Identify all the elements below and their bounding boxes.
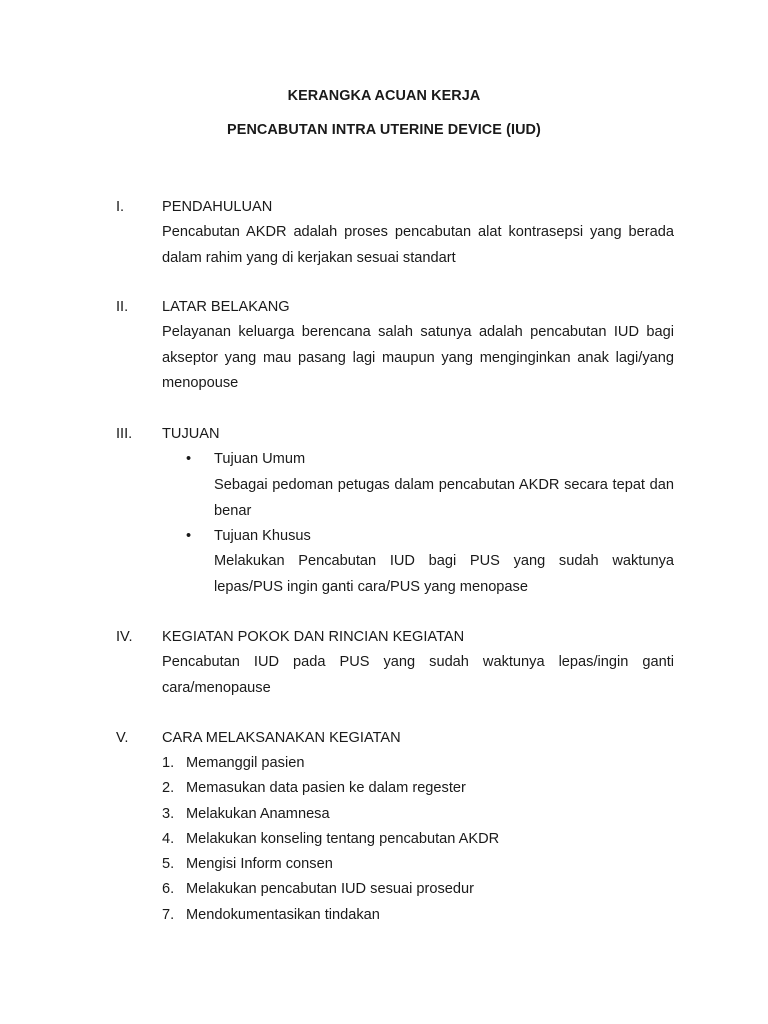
step-number: 6. [162, 881, 175, 898]
step-text: Melakukan konseling tentang pencabutan AKDR [186, 830, 500, 847]
step-text: Melakukan pencabutan IUD sesuai prosedur [186, 881, 474, 898]
step-text: Mendokumentasikan tindakan [186, 906, 380, 923]
section-numeral: V. [116, 730, 129, 746]
document-title: KERANGKA ACUAN KERJA [287, 88, 481, 104]
list-item-label: Tujuan Khusus [214, 528, 311, 544]
list-item-text: Melakukan Pencabutan IUD bagi PUS yang sudah waktunya lepas/PUS ingin ganti cara/PUS yang menopase [214, 553, 674, 595]
section-numeral: IV. [116, 629, 133, 645]
step-number: 5. [162, 856, 175, 873]
step-number: 7. [162, 906, 175, 923]
step-text: Memasukan data pasien ke dalam regester [186, 780, 466, 797]
section-numeral: III. [116, 426, 133, 442]
section-heading: PENDAHULUAN [162, 199, 273, 215]
step-number: 3. [162, 805, 175, 822]
bullet-icon: • [186, 528, 192, 544]
step-text: Mengisi Inform consen [186, 856, 333, 873]
section-heading: LATAR BELAKANG [162, 299, 290, 315]
bullet-icon: • [186, 451, 192, 467]
step-number: 2. [162, 780, 175, 797]
step-text: Memanggil pasien [186, 755, 305, 771]
section-numeral: II. [116, 299, 129, 315]
section-numeral: I. [116, 199, 125, 215]
section-paragraph: Pencabutan AKDR adalah proses pencabutan alat kontrasepsi yang berada dalam rahim yang di kerjakan sesuai standart [162, 224, 674, 266]
section-paragraph: Pencabutan IUD pada PUS yang sudah waktunya lepas/ingin ganti cara/menopause [162, 654, 674, 696]
section-heading: KEGIATAN POKOK DAN RINCIAN KEGIATAN [162, 629, 465, 645]
section-heading: CARA MELAKSANAKAN KEGIATAN [162, 730, 401, 746]
list-item-text: Sebagai pedoman petugas dalam pencabutan AKDR secara tepat dan benar [214, 477, 674, 519]
document-subtitle: PENCABUTAN INTRA UTERINE DEVICE (IUD) [227, 122, 541, 138]
list-item-label: Tujuan Umum [214, 451, 306, 467]
step-text: Melakukan Anamnesa [186, 805, 330, 822]
step-number: 4. [162, 830, 175, 847]
section-heading: TUJUAN [162, 426, 220, 442]
step-number: 1. [162, 755, 175, 771]
section-paragraph: Pelayanan keluarga berencana salah satunya adalah pencabutan IUD bagi akseptor yang mau pasang lagi maupun yang menginginkan anak lagi/yang menopouse [162, 324, 674, 391]
